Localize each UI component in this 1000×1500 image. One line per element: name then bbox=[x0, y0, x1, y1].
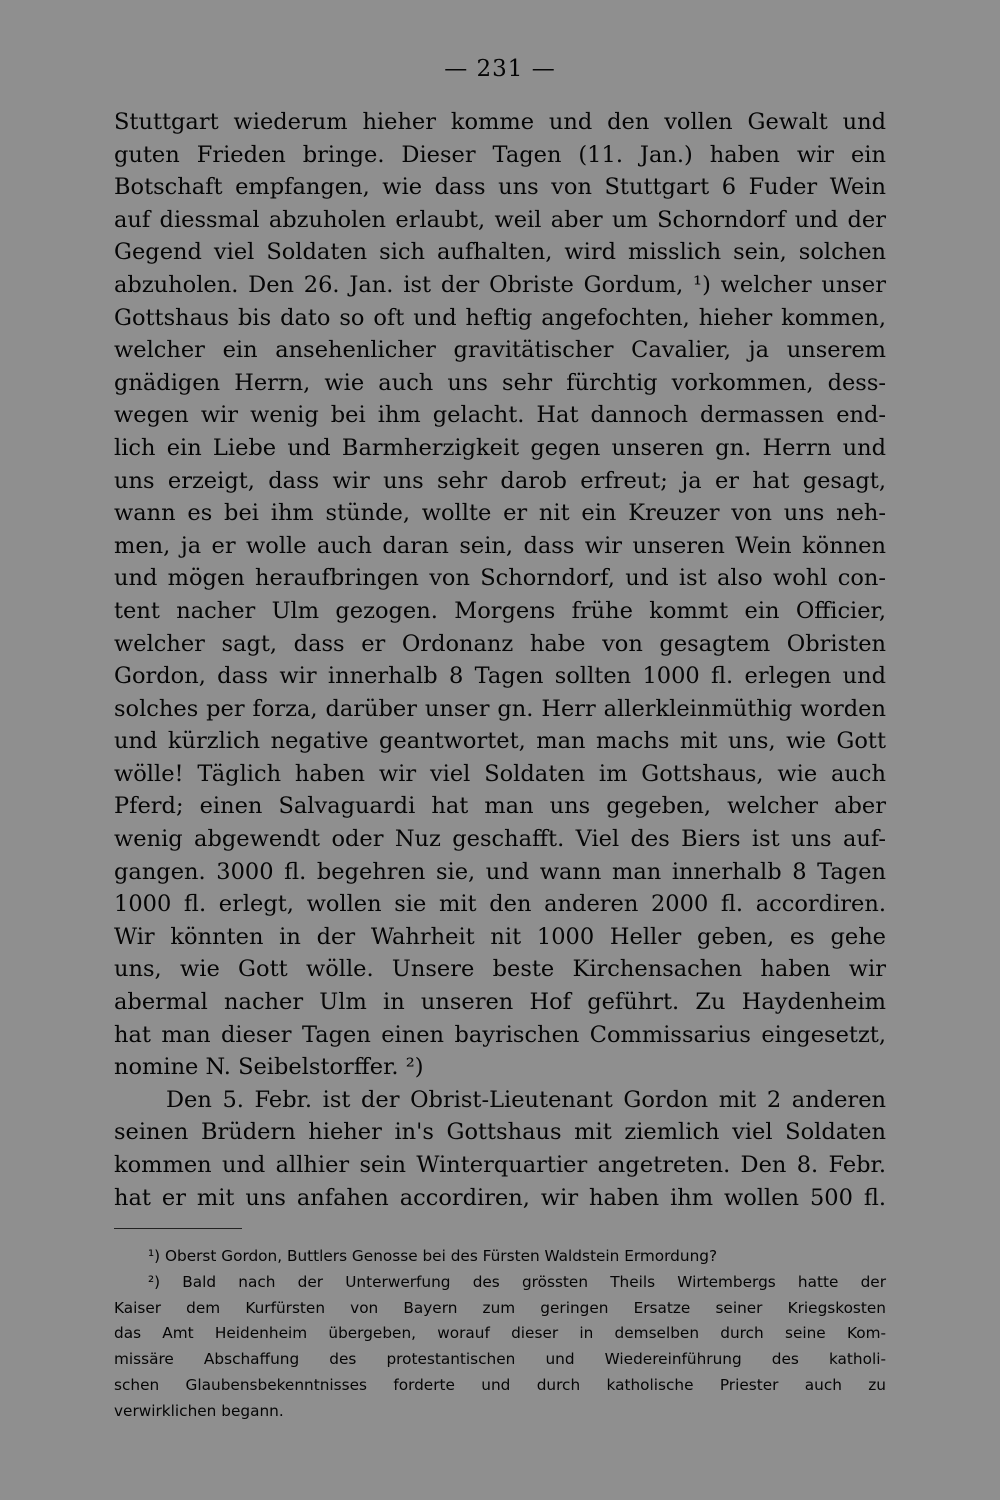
body-line: Gottshaus bis dato so oft und heftig angefochten, hieher kommen, bbox=[114, 304, 886, 331]
body-line: wann es bei ihm stünde, wollte er nit ein Kreuzer von uns neh- bbox=[114, 500, 886, 527]
footnote-2-line: schen Glaubensbekenntnisses forderte und durch katholische Priester auch zu bbox=[114, 1375, 886, 1394]
footnote-2-line: ²) Bald nach der Unterwerfung des grössten Theils Wirtembergs hatte der bbox=[148, 1272, 886, 1291]
body-line: und kürzlich negative geantwortet, man machs mit uns, wie Gott bbox=[114, 728, 886, 755]
body-line: 1000 fl. erlegt, wollen sie mit den anderen 2000 fl. accordiren. bbox=[114, 891, 886, 918]
body-line: guten Frieden bringe. Dieser Tagen (11. Jan.) haben wir ein bbox=[114, 141, 886, 168]
body-text bbox=[114, 106, 886, 1214]
body-line: lich ein Liebe und Barmherzigkeit gegen unseren gn. Herrn und bbox=[114, 434, 886, 461]
body-line: hat er mit uns anfahen accordiren, wir haben ihm wollen 500 fl. bbox=[114, 1184, 886, 1211]
body-line: men, ja er wolle auch daran sein, dass wir unseren Wein können bbox=[114, 532, 886, 559]
body-line: Wir könnten in der Wahrheit nit 1000 Heller geben, es gehe bbox=[114, 923, 886, 950]
body-line: abermal nacher Ulm in unseren Hof geführt. Zu Haydenheim bbox=[114, 989, 886, 1016]
body-line: hat man dieser Tagen einen bayrischen Commissarius eingesetzt, bbox=[114, 1021, 886, 1048]
body-line: abzuholen. Den 26. Jan. ist der Obriste Gordum, ¹) welcher unser bbox=[114, 271, 886, 298]
body-line-paragraph-end: nomine N. Seibelstorffer. ²) bbox=[114, 1054, 424, 1081]
body-line: Gegend viel Soldaten sich aufhalten, wird misslich sein, solchen bbox=[114, 239, 886, 266]
body-line: wölle! Täglich haben wir viel Soldaten im Gottshaus, wie auch bbox=[114, 760, 886, 787]
body-line: und mögen heraufbringen von Schorndorf, und ist also wohl con- bbox=[114, 565, 886, 592]
body-line: wegen wir wenig bei ihm gelacht. Hat dannoch dermassen end- bbox=[114, 402, 886, 429]
body-line: Botschaft empfangen, wie dass uns von Stuttgart 6 Fuder Wein bbox=[114, 174, 886, 201]
body-line: Pferd; einen Salvaguardi hat man uns gegeben, welcher aber bbox=[114, 793, 886, 820]
footnote-2-line: Kaiser dem Kurfürsten von Bayern zum geringen Ersatze seiner Kriegskosten bbox=[114, 1298, 886, 1317]
footnote-divider bbox=[114, 1228, 242, 1229]
footnote-2-line: verwirklichen begann. bbox=[114, 1401, 284, 1420]
body-line: welcher ein ansehenlicher gravitätischer Cavalier, ja unserem bbox=[114, 337, 886, 364]
body-line: welcher sagt, dass er Ordonanz habe von gesagtem Obristen bbox=[114, 630, 886, 657]
body-line: seinen Brüdern hieher in's Gottshaus mit ziemlich viel Soldaten bbox=[114, 1119, 886, 1146]
body-line: uns, wie Gott wölle. Unsere beste Kirchensachen haben wir bbox=[114, 956, 886, 983]
body-line: gangen. 3000 fl. begehren sie, und wann man innerhalb 8 Tagen bbox=[114, 858, 886, 885]
footnotes bbox=[114, 1244, 886, 1425]
body-line: uns erzeigt, dass wir uns sehr darob erfreut; ja er hat gesagt, bbox=[114, 467, 886, 494]
body-line: auf diessmal abzuholen erlaubt, weil aber um Schorndorf und der bbox=[114, 206, 886, 233]
body-line: gnädigen Herrn, wie auch uns sehr fürchtig vorkommen, dess- bbox=[114, 369, 886, 396]
body-line: kommen und allhier sein Winterquartier angetreten. Den 8. Febr. bbox=[114, 1152, 886, 1178]
footnote-2-line: missäre Abschaffung des protestantischen und Wiedereinführung des katholi- bbox=[114, 1350, 886, 1369]
footnote-2-line: das Amt Heidenheim übergeben, worauf dieser in demselben durch seine Kom- bbox=[114, 1324, 886, 1343]
body-line: Stuttgart wiederum hieher komme und den vollen Gewalt und bbox=[114, 109, 886, 135]
body-line: tent nacher Ulm gezogen. Morgens frühe kommt ein Officier, bbox=[114, 597, 886, 624]
body-line-paragraph-start: Den 5. Febr. ist der Obrist-Lieutenant Gordon mit 2 anderen bbox=[166, 1086, 886, 1113]
footnote-1: ¹) Oberst Gordon, Buttlers Genosse bei des Fürsten Waldstein Ermordung? bbox=[148, 1247, 718, 1265]
body-line: solches per forza, darüber unser gn. Herr allerkleinmüthig worden bbox=[114, 695, 886, 722]
body-line: Gordon, dass wir innerhalb 8 Tagen sollten 1000 fl. erlegen und bbox=[114, 663, 886, 690]
body-line: wenig abgewendt oder Nuz geschafft. Viel des Biers ist uns auf- bbox=[114, 826, 886, 853]
page-number: — 231 — bbox=[444, 56, 556, 82]
